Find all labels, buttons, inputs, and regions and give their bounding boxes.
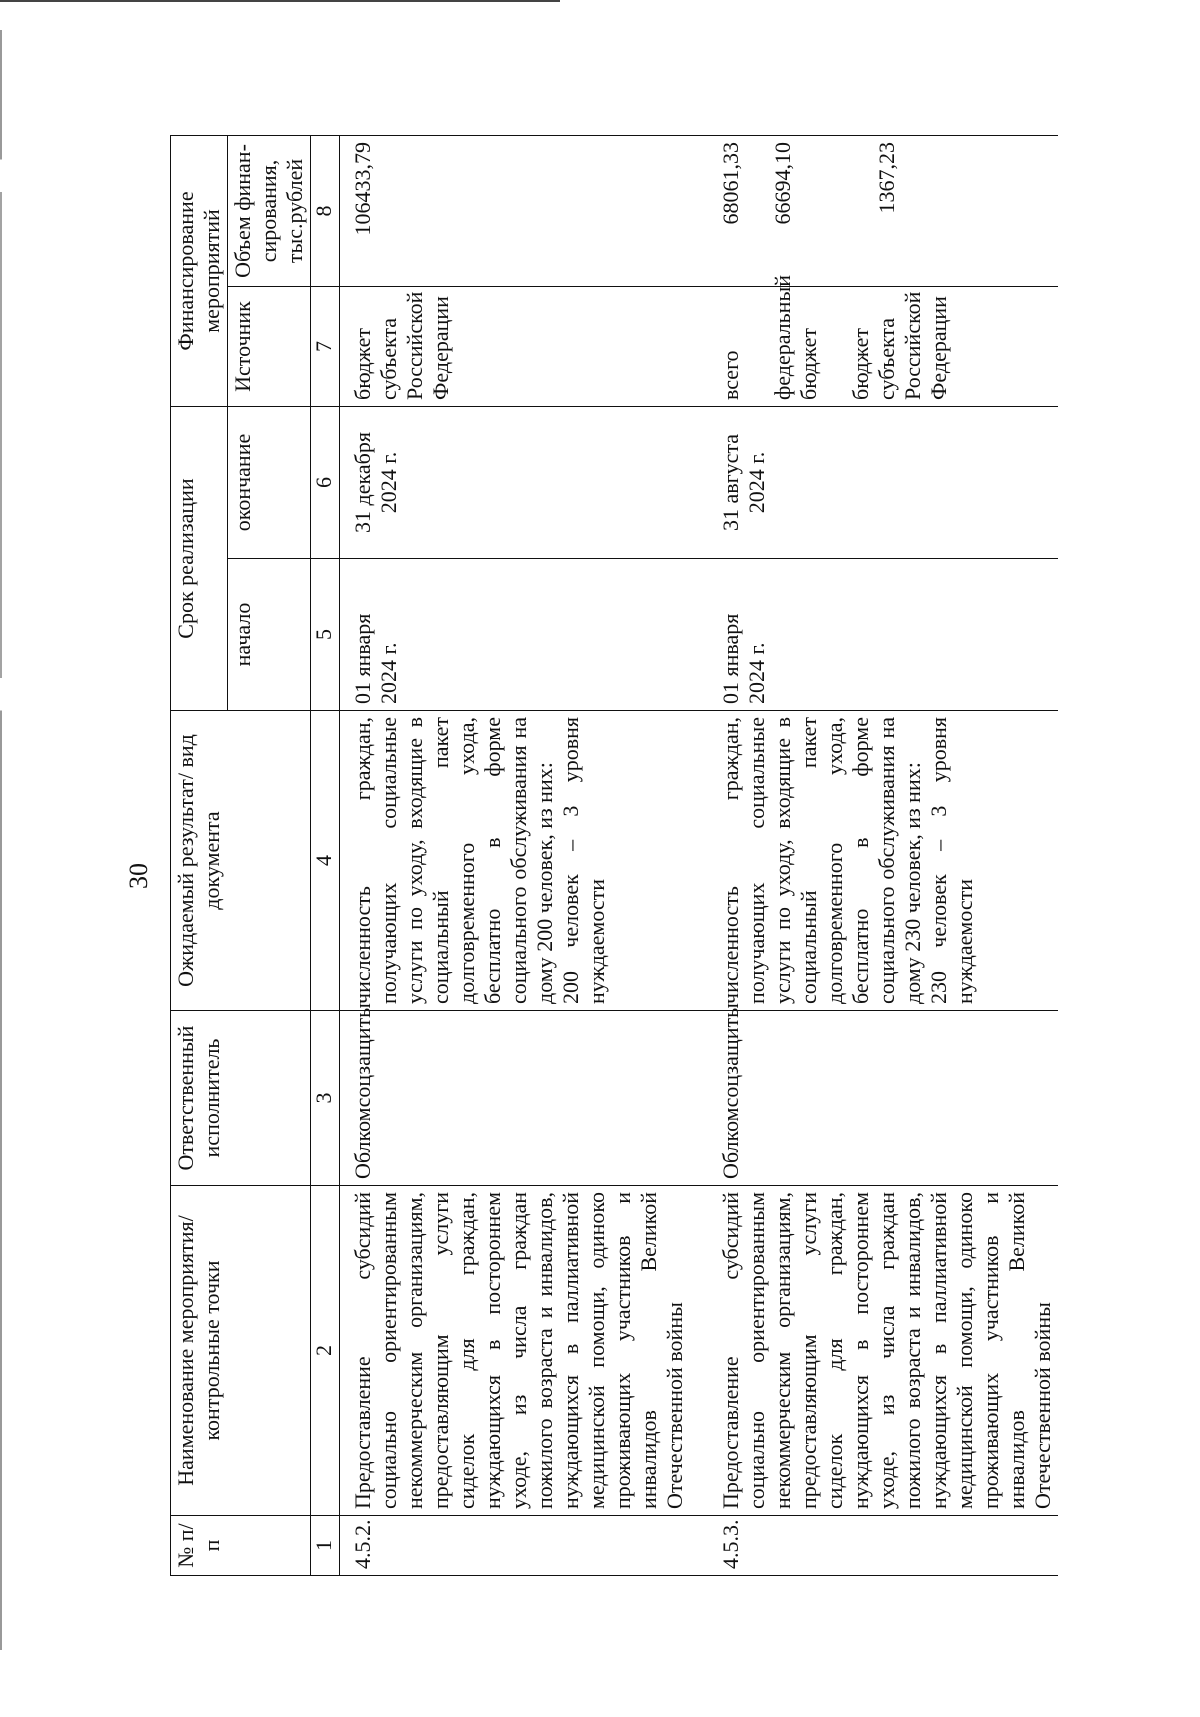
spacer [796,142,822,280]
page-number [124,856,154,896]
measure-name: Предоставление субсидий социально ориентированным некоммерческим организациям, предоставляющим услуги сиделок для граждан, нуждающихся в постороннем уходе, из числа граждан пожилого возраста и инвалидов, нуждающихся в паллиативной медицинской помощи, одиноко проживающих участников и инвалидов Великой Отечественной войны [340,1186,691,1516]
header-executor: Ответственный исполнитель [171,1011,311,1186]
expected-result: численность граждан, получающих социальные услуги по уходу, входящие в социальный пакет долговременного ухода, бесплатно в форме социального обслуживания на дому 230 человек, из них: 230 человек – 3 уровня нуждаемости [690,711,1058,1011]
funding-source: бюджет субъекта Российской Федерации [340,286,691,406]
executor: Облкомсоцзащиты [690,1011,1058,1186]
funding-amounts [690,135,1058,286]
rotated-page [170,136,1055,1576]
row-number: 4.5.3. [690,1516,1058,1576]
funding-amount-federal: 66694,10 [770,141,795,225]
plan-table [170,135,1058,1576]
spacer [822,142,848,280]
header-name: Наименование мероприятия/ контрольные точки [171,1186,311,1516]
row-number: 4.5.2. [340,1516,691,1576]
column-number: 7 [311,286,340,406]
term-start: 01 января 2024 г. [690,559,1058,711]
column-number: 6 [311,406,340,558]
term-end: 31 августа 2024 г. [690,406,1058,558]
funding-source-regional: бюджет субъекта Российской Федерации [848,291,951,400]
funding-source-federal: федеральный бюджет [770,274,821,400]
funding-amount-regional: 1367,23 [874,141,899,214]
header-term-end: окончание [228,406,311,558]
header-source: Источник [228,286,311,406]
measure-name: Предоставление субсидий социально ориентированным некоммерческим организациям, предоставляющим услуги сиделок для граждан, нуждающихся в постороннем уходе, из числа граждан пожилого возраста и инвалидов, нуждающихся в паллиативной медицинской помощи, одиноко проживающих участников и инвалидов Великой Отечественной войны [690,1186,1058,1516]
executor: Облкомсоцзащиты [340,1011,691,1186]
scan-edge-left [0,30,2,1650]
header-num: № п/п [171,1516,311,1576]
header-amount: Объем финан-сирования, тыс.рублей [228,135,311,286]
column-number: 3 [311,1011,340,1186]
funding-source-total: всего [718,350,743,400]
funding-amount: 106433,79 [340,135,691,286]
column-number: 4 [311,711,340,1011]
spacer [848,142,874,280]
spacer [744,293,770,400]
spacer [822,293,848,400]
header-row-1 [171,135,228,1575]
column-number: 2 [311,1186,340,1516]
header-result: Ожидаемый результат/ вид документа [171,711,311,1011]
funding-amount-total: 68061,33 [718,141,743,225]
funding-sources [690,274,1058,406]
term-end: 31 декабря 2024 г. [340,406,691,558]
scan-edge-top [0,0,560,2]
column-number: 8 [311,135,340,286]
column-number: 1 [311,1516,340,1576]
expected-result: численность граждан, получающих социальные услуги по уходу, входящие в социальный пакет долговременного ухода, бесплатно в форме социального обслуживания на дому 200 человек, из них: 200 человек – 3 уровня нуждаемости [340,711,691,1011]
page-number-text: 30 [124,863,153,889]
column-numbers-row [311,135,340,1575]
header-financing: Финансирование мероприятий [171,135,228,406]
header-term: Срок реализации [171,406,228,710]
table-row [340,135,691,1575]
table-row [690,135,1058,1575]
spacer [744,142,770,280]
term-start: 01 января 2024 г. [340,559,691,711]
column-number: 5 [311,559,340,711]
header-term-start: начало [228,559,311,711]
